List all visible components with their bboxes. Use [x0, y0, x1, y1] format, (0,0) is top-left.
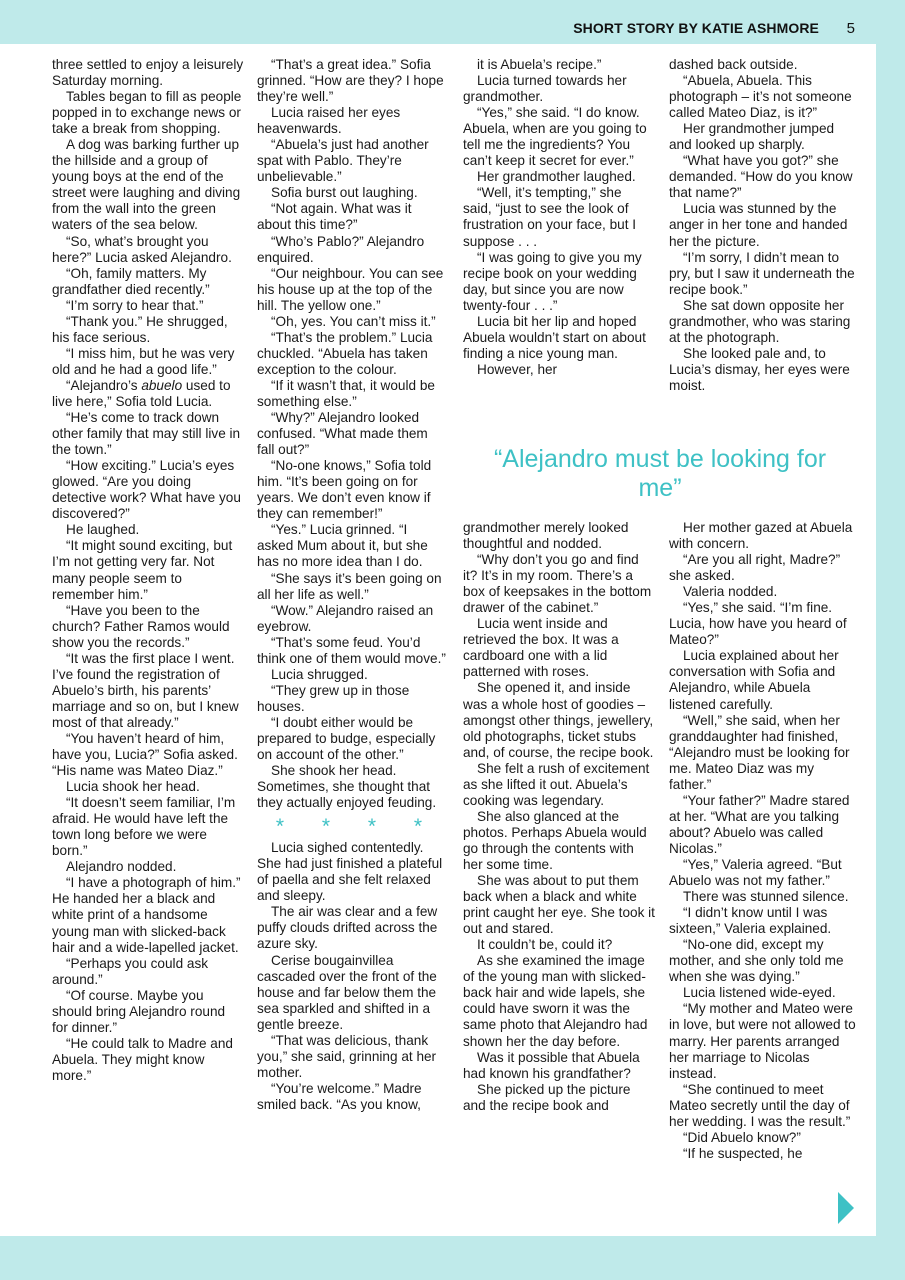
paragraph: Sofia burst out laughing.	[271, 185, 418, 201]
paragraph: “She says it’s been going on all her life as well.”	[257, 570, 442, 602]
paragraph: “That’s the problem.” Lucia chuckled. “Abuela has taken exception to the colour.	[257, 329, 433, 377]
scene-separator: * * * *	[275, 815, 439, 839]
paragraph: “He’s come to track down other family that may still live in the town.”	[52, 410, 241, 458]
paragraph: Valeria nodded.	[683, 584, 778, 600]
paragraph: “They grew up in those houses.	[257, 682, 410, 714]
column-3-top	[463, 57, 653, 378]
paragraph: Her grandmother jumped and looked up sharply.	[669, 121, 835, 153]
paragraph: Lucia went inside and retrieved the box. It was a cardboard one with a lid patterned with roses.	[463, 616, 619, 680]
paragraph: Lucia explained about her conversation with Sofia and Alejandro, while Abuela listened carefully.	[669, 648, 839, 712]
italic-word: abuelo	[141, 377, 183, 393]
paragraph: “That’s some feud. You’d think one of them would move.”	[257, 634, 446, 666]
paragraph: “It was the first place I went. I’ve found the registration of Abuelo’s birth, his parents’ marriage and so on, but I knew most of that already.”	[52, 650, 239, 730]
paragraph: “No-one knows,” Sofia told him. “It’s been going on for years. We don’t even know if they can remember!”	[257, 458, 432, 522]
paragraph: As she examined the image of the young man with slicked-back hair and wide lapels, she could have sworn it was the same photo that Alejandro had shown her the day before.	[463, 953, 648, 1049]
paragraph: “How exciting.” Lucia’s eyes glowed. “Are you doing detective work? What have you discovered?”	[52, 458, 241, 522]
page-header	[0, 0, 905, 44]
column-2-top	[257, 57, 447, 811]
paragraph: “It doesn’t seem familiar, I’m afraid. He would have left the town long before we were born.”	[52, 795, 236, 859]
paragraph: “I’m sorry to hear that.”	[66, 297, 204, 313]
paragraph: She shook her head. Sometimes, she thought that they actually enjoyed feuding.	[257, 763, 437, 811]
paragraph: Alejandro nodded.	[66, 859, 177, 875]
column-4-bottom	[669, 520, 857, 1162]
paragraph: “Alejandro’s abuelo used to live here,” Sofia told Lucia.	[52, 377, 231, 409]
paragraph: three settled to enjoy a leisurely Saturday morning.	[52, 57, 244, 89]
paragraph: She picked up the picture and the recipe book and	[463, 1081, 631, 1113]
paragraph: “Perhaps you could ask around.”	[52, 955, 209, 987]
paragraph: He laughed.	[66, 522, 140, 538]
paragraph: “It might sound exciting, but I’m not getting very far. Not many people seem to remember him.”	[52, 538, 233, 602]
paragraph: “I didn’t know until I was sixteen,” Valeria explained.	[669, 905, 832, 937]
paragraph: “That was delicious, thank you,” she said, grinning at her mother.	[257, 1032, 437, 1080]
column-3-bottom	[463, 520, 655, 1114]
paragraph: Cerise bougainvillea cascaded over the front of the house and far below them the sea sparkled and shifted in a gentle breeze.	[257, 952, 437, 1032]
paragraph: “Thank you.” He shrugged, his face serious.	[52, 313, 228, 345]
paragraph: “Not again. What was it about this time?”	[257, 201, 412, 233]
paragraph: “Your father?” Madre stared at her. “What are you talking about? Abuelo was called Nicolas.”	[669, 792, 850, 856]
paragraph: “I’m sorry, I didn’t mean to pry, but I saw it underneath the recipe book.”	[669, 249, 855, 297]
paragraph: There was stunned silence.	[683, 889, 849, 905]
paragraph: It couldn’t be, could it?	[477, 937, 613, 953]
paragraph: “Our neighbour. You can see his house up at the top of the hill. The yellow one.”	[257, 265, 444, 313]
page-number: 5	[846, 20, 855, 37]
paragraph: Was it possible that Abuela had known his grandfather?	[463, 1049, 640, 1081]
paragraph: dashed back outside.	[669, 57, 798, 72]
paragraph: it is Abuela’s recipe.”	[477, 57, 602, 72]
paragraph: Lucia shook her head.	[66, 779, 200, 795]
column-2	[257, 57, 447, 1113]
paragraph: She was about to put them back when a black and white print caught her eye. She took it out and stared.	[463, 873, 655, 937]
paragraph: “That’s a great idea.” Sofia grinned. “How are they? I hope they’re well.”	[257, 57, 444, 105]
paragraph: “She continued to meet Mateo secretly until the day of her wedding. I was the result.”	[669, 1081, 851, 1129]
paragraph: “No-one did, except my mother, and she only told me when she was dying.”	[669, 937, 844, 985]
paragraph: “Well, it’s tempting,” she said, “just to see the look of frustration on your face, but I suppose . . .	[463, 185, 637, 249]
paragraph: Lucia bit her lip and hoped Abuela wouldn’t start on about finding a nice young man.	[463, 313, 646, 361]
paragraph: “I doubt either would be prepared to budge, especially on account of the other.”	[257, 714, 436, 763]
paragraph: “Of course. Maybe you should bring Alejandro round for dinner.”	[52, 987, 226, 1035]
paragraph: “Abuela’s just had another spat with Pablo. They’re unbelievable.”	[257, 137, 429, 185]
paragraph: grandmother merely looked thoughtful and nodded.	[463, 520, 629, 552]
paragraph: “If it wasn’t that, it would be something else.”	[257, 377, 435, 409]
paragraph: “Well,” she said, when her granddaughter had finished, “Alejandro must be looking for me. Mateo Diaz was my father.”	[669, 712, 850, 792]
paragraph: “I miss him, but he was very old and he had a good life.”	[52, 345, 235, 377]
paragraph: “Why?” Alejandro looked confused. “What made them fall out?”	[257, 410, 428, 458]
paragraph: The air was clear and a few puffy clouds drifted across the azure sky.	[257, 904, 438, 952]
paragraph: Her grandmother laughed.	[477, 169, 636, 185]
paragraph: “What have you got?” she demanded. “How do you know that name?”	[669, 153, 853, 201]
paragraph: A dog was barking further up the hillside and a group of young boys at the end of the street were laughing and diving from the wall into the green waters of the sea below.	[52, 137, 241, 233]
paragraph: Lucia sighed contentedly. She had just finished a plateful of paella and she felt relaxed and sleepy.	[257, 840, 443, 904]
paragraph: Tables began to fill as people popped in to exchange news or take a break from shopping.	[52, 89, 242, 137]
paragraph: She also glanced at the photos. Perhaps Abuela would go through the contents with her some time.	[463, 808, 647, 872]
paragraph: “Yes,” Valeria agreed. “But Abuelo was not my father.”	[669, 856, 842, 889]
paragraph: “I have a photograph of him.” He handed her a black and white print of a handsome young man with slicked-back hair and a wide-lapelled jacket.	[52, 875, 241, 955]
paragraph: “You’re welcome.” Madre smiled back. “As you know,	[257, 1080, 422, 1112]
paragraph: “Are you all right, Madre?” she asked.	[669, 552, 841, 584]
paragraph: “Who’s Pablo?” Alejandro enquired.	[257, 233, 425, 265]
paragraph: “Yes,” she said. “I do know. Abuela, when are you going to tell me the ingredients? You can’t keep it secret for ever.”	[463, 105, 647, 169]
paragraph: “Abuela, Abuela. This photograph – it’s not someone called Mateo Diaz, is it?”	[669, 73, 852, 121]
paragraph: “Wow.” Alejandro raised an eyebrow.	[257, 602, 434, 634]
paragraph: Lucia turned towards her grandmother.	[463, 73, 627, 105]
paragraph: “Have you been to the church? Father Ramos would show you the records.”	[52, 602, 230, 650]
paragraph: “So, what’s brought you here?” Lucia asked Alejandro.	[52, 233, 232, 265]
paragraph: “Why don’t you go and find it? It’s in my room. There’s a box of keepsakes in the bottom drawer of the cabinet.”	[463, 552, 652, 616]
column-1	[52, 57, 244, 1084]
paragraph: Lucia was stunned by the anger in her tone and handed her the picture.	[669, 201, 848, 249]
paragraph: “My mother and Mateo were in love, but were not allowed to marry. Her parents arranged her marriage to Nicolas instead.	[669, 1001, 856, 1081]
paragraph: However, her	[477, 361, 558, 377]
paragraph: “Yes,” she said. “I’m fine. Lucia, how have you heard of Mateo?”	[669, 600, 847, 648]
paragraph: “I was going to give you my recipe book on your wedding day, but since you are now twenty-four . . .”	[463, 249, 642, 313]
paragraph: She opened it, and inside was a whole host of goodies – amongst other things, jewellery, old photographs, ticket stubs and, of course, the recipe book.	[463, 680, 654, 760]
header-title: SHORT STORY BY KATIE ASHMORE	[573, 20, 819, 36]
paragraph: She sat down opposite her grandmother, who was staring at the photograph.	[669, 297, 851, 345]
paragraph: Lucia listened wide-eyed.	[683, 985, 836, 1001]
paragraph: Lucia raised her eyes heavenwards.	[257, 105, 401, 137]
column-2-bottom	[257, 840, 447, 1113]
column-4-top	[669, 57, 859, 394]
paragraph: “He could talk to Madre and Abuela. They might know more.”	[52, 1035, 233, 1083]
paragraph: “Did Abuelo know?”	[683, 1129, 801, 1145]
paragraph: She felt a rush of excitement as she lifted it out. Abuela’s cooking was legendary.	[463, 760, 650, 808]
paragraph: “Yes.” Lucia grinned. “I asked Mum about it, but she has no more idea than I do.	[257, 522, 428, 570]
paragraph: “You haven’t heard of him, have you, Lucia?” Sofia asked. “His name was Mateo Diaz.”	[52, 730, 238, 779]
pull-quote: “Alejandro must be looking for me”	[493, 445, 827, 502]
paragraph: “If he suspected, he	[683, 1145, 803, 1161]
paragraph: Lucia shrugged.	[271, 666, 368, 682]
paragraph: “Oh, yes. You can’t miss it.”	[271, 313, 436, 329]
paragraph: “Oh, family matters. My grandfather died recently.”	[52, 265, 210, 297]
next-page-arrow-icon[interactable]	[838, 1192, 854, 1224]
paragraph: She looked pale and, to Lucia’s dismay, her eyes were moist.	[669, 345, 850, 393]
paragraph: Her mother gazed at Abuela with concern.	[669, 520, 853, 552]
